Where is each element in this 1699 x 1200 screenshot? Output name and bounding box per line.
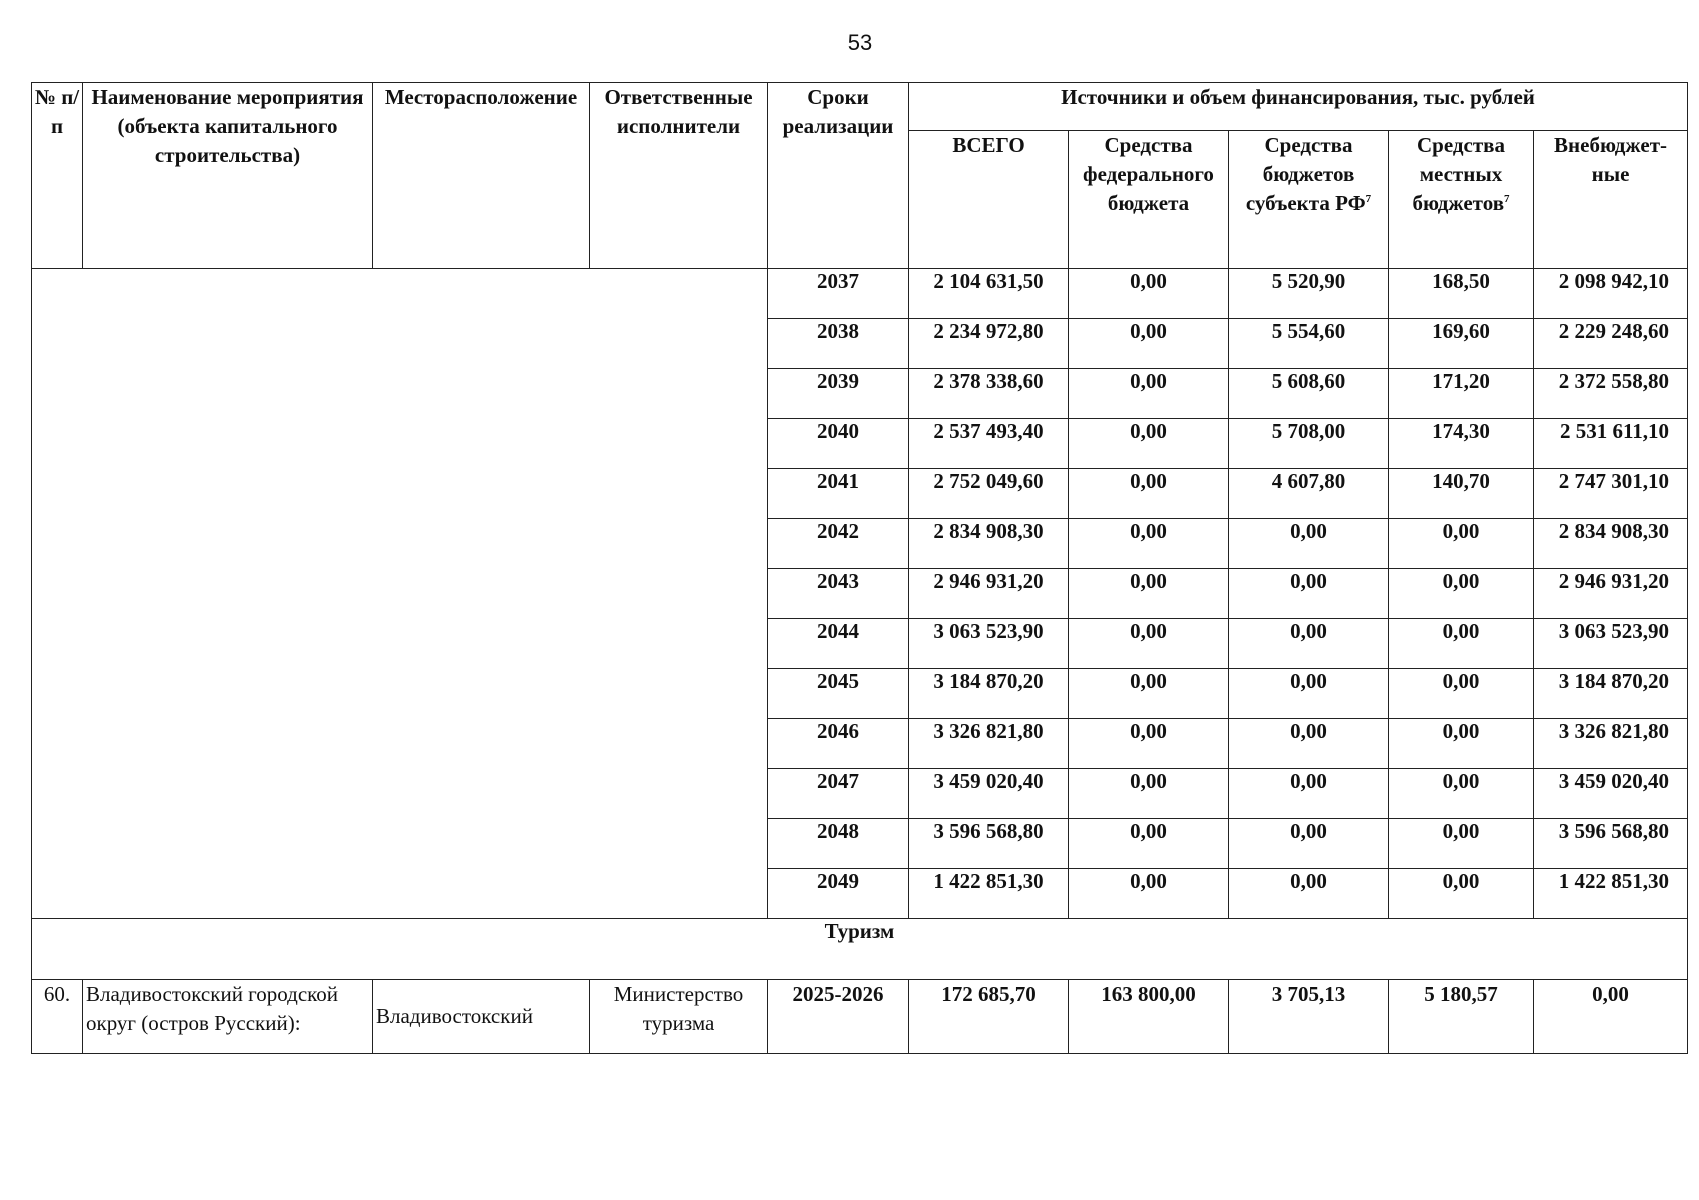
cell-extra: 3 063 523,90 [1534, 619, 1688, 669]
cell-local: 171,20 [1389, 369, 1534, 419]
entry-num: 60. [32, 980, 83, 1054]
cell-total: 2 946 931,20 [909, 569, 1069, 619]
table-row [32, 269, 1688, 319]
cell-extra: 1 422 851,30 [1534, 869, 1688, 919]
header-row-top [32, 83, 1688, 131]
header-extra: Внебюджет- ные [1534, 131, 1688, 269]
cell-extra: 3 596 568,80 [1534, 819, 1688, 869]
header-period: Сроки реализации [768, 83, 909, 269]
cell-regional: 5 520,90 [1229, 269, 1389, 319]
cell-regional: 0,00 [1229, 719, 1389, 769]
entry-location: Владивостокский [373, 980, 590, 1054]
cell-year: 2037 [768, 269, 909, 319]
cell-local: 0,00 [1389, 769, 1534, 819]
cell-federal: 0,00 [1069, 869, 1229, 919]
header-sources: Источники и объем финансирования, тыс. рублей [909, 83, 1688, 131]
cell-year: 2048 [768, 819, 909, 869]
cell-federal: 0,00 [1069, 719, 1229, 769]
cell-total: 1 422 851,30 [909, 869, 1069, 919]
cell-total: 3 596 568,80 [909, 819, 1069, 869]
cell-year: 2043 [768, 569, 909, 619]
cell-regional: 0,00 [1229, 669, 1389, 719]
cell-local: 174,30 [1389, 419, 1534, 469]
cell-regional: 0,00 [1229, 819, 1389, 869]
cell-federal: 0,00 [1069, 769, 1229, 819]
cell-total: 3 063 523,90 [909, 619, 1069, 669]
cell-extra: 3 326 821,80 [1534, 719, 1688, 769]
cell-extra: 2 747 301,10 [1534, 469, 1688, 519]
cell-extra: 2 834 908,30 [1534, 519, 1688, 569]
cell-total: 2 234 972,80 [909, 319, 1069, 369]
cell-extra: 3 459 020,40 [1534, 769, 1688, 819]
cell-year: 2039 [768, 369, 909, 419]
entry-extra: 0,00 [1534, 980, 1688, 1054]
financing-table [31, 82, 1688, 1054]
cell-federal: 0,00 [1069, 819, 1229, 869]
cell-local: 0,00 [1389, 869, 1534, 919]
entry-name: Владивостокский городской округ (остров Русский): [83, 980, 373, 1054]
cell-federal: 0,00 [1069, 619, 1229, 669]
cell-federal: 0,00 [1069, 519, 1229, 569]
footnote-mark: 7 [1504, 193, 1510, 205]
cell-total: 2 104 631,50 [909, 269, 1069, 319]
cell-year: 2044 [768, 619, 909, 669]
cell-local: 140,70 [1389, 469, 1534, 519]
header-regional: Средства бюджетов субъекта $РФ^7$ [1229, 131, 1389, 269]
cell-year: 2041 [768, 469, 909, 519]
header-federal: Средства федерального бюджета [1069, 131, 1229, 269]
entry-local: 5 180,57 [1389, 980, 1534, 1054]
header-location: Месторасположение [373, 83, 590, 269]
cell-total: 2 378 338,60 [909, 369, 1069, 419]
cell-regional: 4 607,80 [1229, 469, 1389, 519]
cell-federal: 0,00 [1069, 319, 1229, 369]
cell-federal: 0,00 [1069, 269, 1229, 319]
cell-regional: 5 554,60 [1229, 319, 1389, 369]
cell-year: 2038 [768, 319, 909, 369]
section-title: Туризм [32, 919, 1688, 980]
cell-regional: 0,00 [1229, 769, 1389, 819]
entry-regional: 3 705,13 [1229, 980, 1389, 1054]
cell-total: 2 537 493,40 [909, 419, 1069, 469]
merged-blank-cell [32, 269, 768, 919]
entry-federal: 163 800,00 [1069, 980, 1229, 1054]
cell-total: 2 834 908,30 [909, 519, 1069, 569]
cell-local: 0,00 [1389, 519, 1534, 569]
cell-local: 0,00 [1389, 619, 1534, 669]
entry-total: 172 685,70 [909, 980, 1069, 1054]
cell-extra: 2 946 931,20 [1534, 569, 1688, 619]
cell-extra: 2 531 611,10 [1534, 419, 1688, 469]
cell-year: 2049 [768, 869, 909, 919]
cell-regional: 0,00 [1229, 519, 1389, 569]
cell-local: 0,00 [1389, 569, 1534, 619]
cell-year: 2042 [768, 519, 909, 569]
cell-extra: 2 098 942,10 [1534, 269, 1688, 319]
header-total: ВСЕГО [909, 131, 1069, 269]
cell-year: 2045 [768, 669, 909, 719]
cell-regional: 5 708,00 [1229, 419, 1389, 469]
cell-regional: 5 608,60 [1229, 369, 1389, 419]
header-num: № п/п [32, 83, 83, 269]
cell-federal: 0,00 [1069, 419, 1229, 469]
header-responsible: Ответственные исполнители [590, 83, 768, 269]
cell-year: 2040 [768, 419, 909, 469]
section-row [32, 919, 1688, 980]
page-number: 53 [847, 30, 873, 55]
cell-local: 168,50 [1389, 269, 1534, 319]
cell-federal: 0,00 [1069, 669, 1229, 719]
header-local: Средства местных бюджетов$^7$ [1389, 131, 1534, 269]
table-row [32, 980, 1688, 1054]
cell-regional: 0,00 [1229, 869, 1389, 919]
cell-local: 0,00 [1389, 819, 1534, 869]
cell-local: 169,60 [1389, 319, 1534, 369]
cell-extra: 3 184 870,20 [1534, 669, 1688, 719]
entry-period: 2025-2026 [768, 980, 909, 1054]
header-name: Наименование мероприятия (объекта капитального строительства) [83, 83, 373, 269]
cell-total: 3 326 821,80 [909, 719, 1069, 769]
cell-total: 3 184 870,20 [909, 669, 1069, 719]
cell-regional: 0,00 [1229, 569, 1389, 619]
cell-regional: 0,00 [1229, 619, 1389, 669]
cell-local: 0,00 [1389, 719, 1534, 769]
cell-total: 2 752 049,60 [909, 469, 1069, 519]
cell-local: 0,00 [1389, 669, 1534, 719]
cell-federal: 0,00 [1069, 469, 1229, 519]
cell-year: 2047 [768, 769, 909, 819]
footnote-mark: 7 [1365, 193, 1372, 205]
entry-responsible: Министерство туризма [590, 980, 768, 1054]
cell-extra: 2 372 558,80 [1534, 369, 1688, 419]
cell-extra: 2 229 248,60 [1534, 319, 1688, 369]
cell-federal: 0,00 [1069, 369, 1229, 419]
cell-total: 3 459 020,40 [909, 769, 1069, 819]
cell-year: 2046 [768, 719, 909, 769]
cell-federal: 0,00 [1069, 569, 1229, 619]
